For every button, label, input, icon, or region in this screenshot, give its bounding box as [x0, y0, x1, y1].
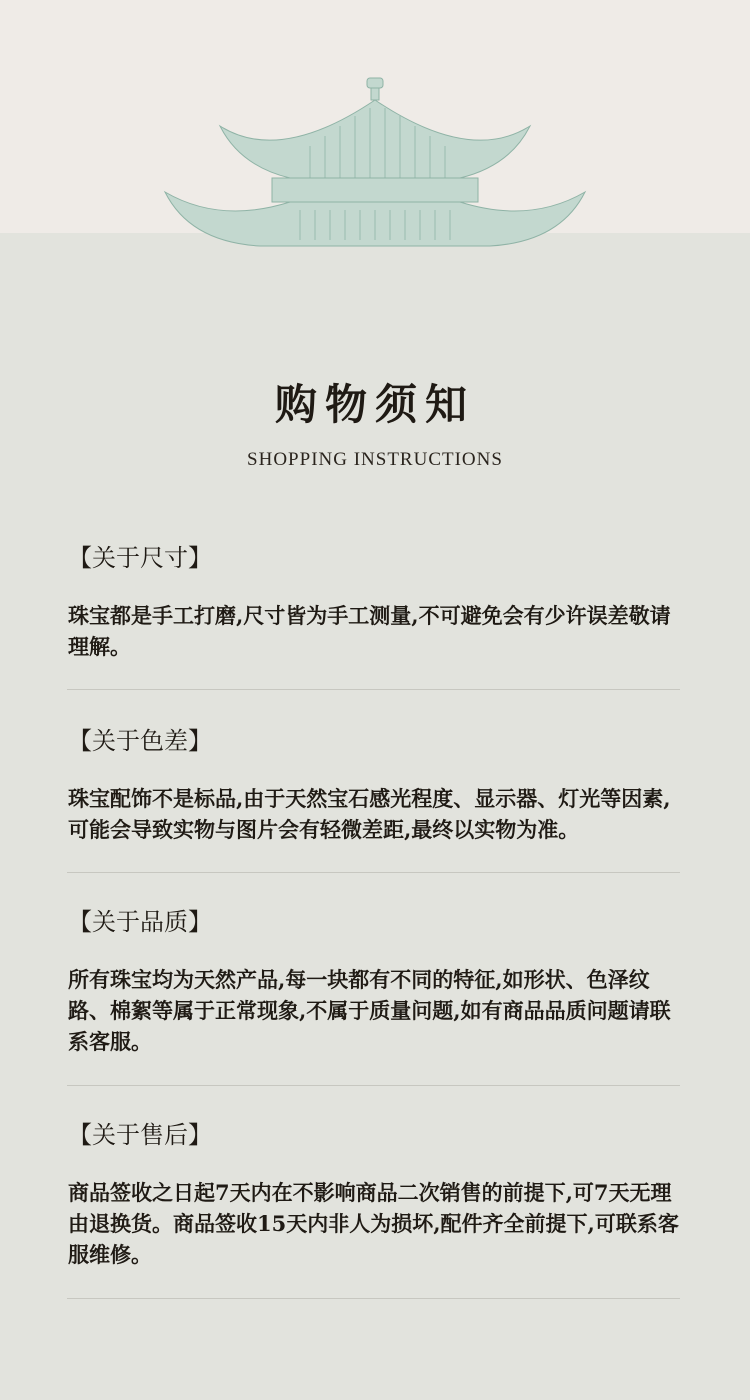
- divider: [67, 1298, 680, 1299]
- section-body: 商品签收之日起7天内在不影响商品二次销售的前提下,可7天无理由退换货。商品签收15天内非人为损坏,配件齐全前提下,可联系客服维修。: [68, 1180, 679, 1267]
- divider: [67, 689, 680, 690]
- divider: [67, 1085, 680, 1086]
- section-heading: 【关于色差】: [68, 727, 212, 755]
- section-body: 珠宝配饰不是标品,由于天然宝石感光程度、显示器、灯光等因素,可能会导致实物与图片会有轻微差距,最终以实物为准。: [68, 786, 671, 842]
- section-quality: [68, 902, 688, 1054]
- pagoda-illustration: [160, 74, 590, 252]
- page-title: 购物须知: [274, 380, 475, 429]
- section-after-sales: [68, 1115, 688, 1267]
- section-body: 所有珠宝均为天然产品,每一块都有不同的特征,如形状、色泽纹路、棉絮等属于正常现象,不属于质量问题,如有商品品质问题请联系客服。: [68, 967, 671, 1054]
- section-size: [68, 538, 688, 659]
- section-body: 珠宝都是手工打磨,尺寸皆为手工测量,不可避免会有少许误差敬请理解。: [68, 603, 671, 659]
- section-heading: 【关于品质】: [68, 908, 212, 936]
- section-color: [68, 721, 688, 842]
- section-heading: 【关于售后】: [68, 1121, 212, 1149]
- divider: [67, 872, 680, 873]
- page-subtitle: SHOPPING INSTRUCTIONS: [247, 449, 503, 470]
- section-heading: 【关于尺寸】: [68, 544, 212, 572]
